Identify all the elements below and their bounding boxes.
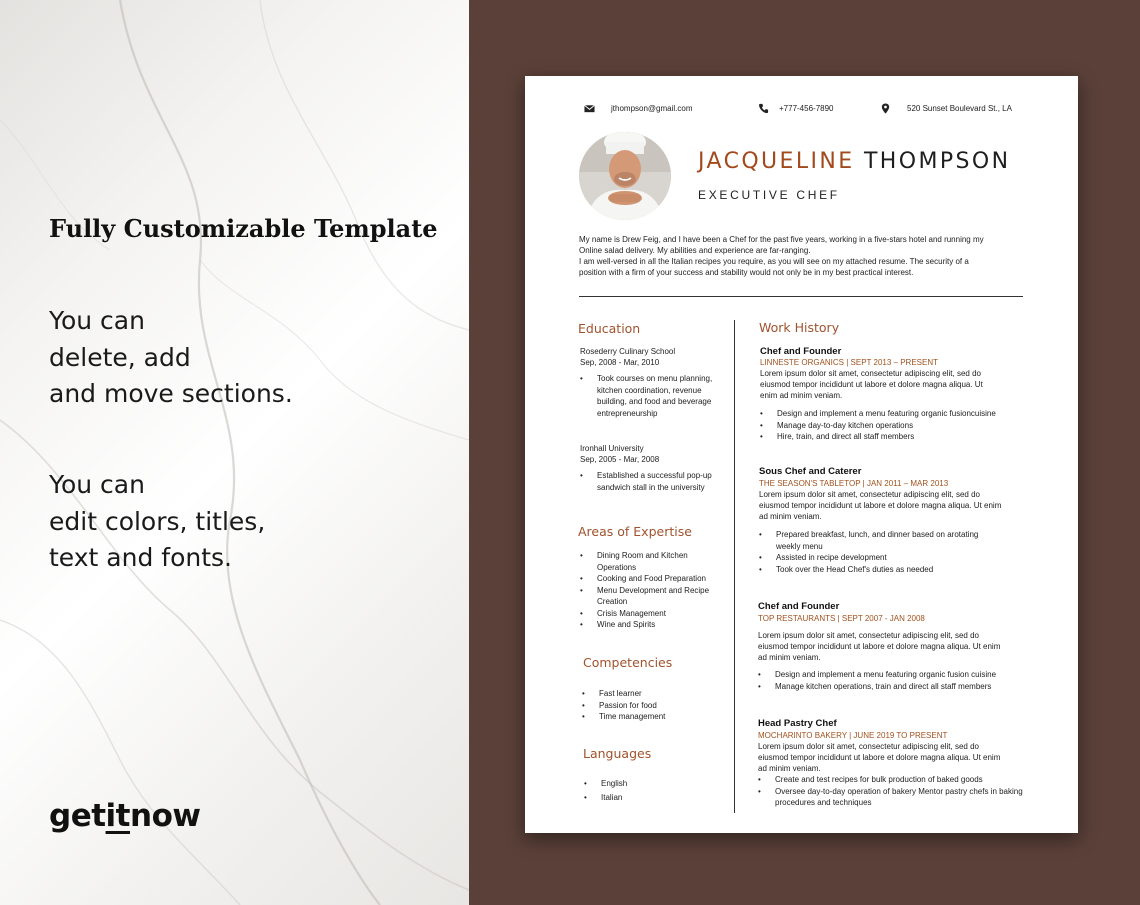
- candidate-name: [698, 149, 1010, 174]
- education-bullets: [580, 373, 720, 419]
- job-desc-line: eiusmod tempor incididunt ut labore et dolore magna aliqua. Ut enim: [758, 642, 1001, 651]
- job-description: [758, 630, 1000, 663]
- job-title: Chef and Founder: [758, 601, 840, 612]
- school-name: Rosederry Culinary School: [580, 347, 676, 356]
- promo-text-block-2: [49, 467, 265, 577]
- job-bullets: [758, 774, 1028, 809]
- summary-line: position with a firm of your success and stability would not only be in my best practical interest.: [579, 268, 914, 277]
- promo-line: edit colors, titles,: [49, 506, 266, 536]
- school-dates: Sep, 2005 - Mar, 2008: [580, 455, 660, 464]
- marble-background-panel: [0, 0, 469, 905]
- promo-text-block-1: [49, 303, 293, 413]
- competencies-list: [582, 688, 722, 723]
- work-history-heading: Work History: [759, 320, 840, 335]
- brand-logo: [49, 798, 201, 834]
- brand-part-underlined: it: [105, 798, 130, 834]
- job-desc-line: Lorem ipsum dolor sit amet, consectetur adipiscing elit, sed do: [760, 369, 981, 378]
- promo-title: Fully Customizable Template: [49, 214, 438, 243]
- location-pin-icon: [880, 103, 891, 114]
- job-bullets: [759, 529, 1004, 575]
- school-name: Ironhall University: [580, 444, 644, 453]
- job-bullet: • Create and test recipes for bulk production of baked goods: [758, 774, 1028, 786]
- job-desc-line: eiusmod tempor incididunt ut labore et dolore magna aliqua. Ut enim: [758, 753, 1001, 762]
- contact-email: [584, 103, 692, 114]
- job-title: Chef and Founder: [760, 346, 842, 357]
- job-bullet: • Oversee day-to-day operation of bakery Mentor pastry chefs in baking procedures and techniques: [758, 786, 1028, 809]
- competencies-heading: Competencies: [583, 655, 673, 670]
- languages-list: [584, 777, 704, 805]
- job-desc-line: enim ad minim veniam.: [760, 391, 843, 400]
- competency-item: • Fast learner: [582, 688, 722, 700]
- job-bullet: • Took over the Head Chef's duties as needed: [759, 564, 1004, 576]
- job-bullet: • Design and implement a menu featuring organic fusioncuisine: [760, 408, 1060, 420]
- last-name: THOMPSON: [863, 149, 1011, 174]
- job-bullets: [760, 408, 1060, 443]
- job-desc-line: eiusmod tempor incididunt ut labore et dolore magna aliqua. Ut enim: [759, 501, 1002, 510]
- job-desc-line: ad minim veniam.: [758, 764, 821, 773]
- job-desc-line: Lorem ipsum dolor sit amet, consectetur adipiscing elit, sed do: [759, 490, 980, 499]
- education-bullets: [580, 470, 715, 493]
- expertise-item: • Cooking and Food Preparation: [580, 573, 730, 585]
- job-description: [759, 489, 1001, 522]
- job-bullet: • Manage kitchen operations, train and direct all staff members: [758, 681, 1058, 693]
- expertise-item: • Menu Development and Recipe Creation: [580, 585, 725, 608]
- chef-portrait-illustration: [579, 132, 671, 220]
- summary-paragraph: [579, 234, 1024, 278]
- summary-line: My name is Drew Feig, and I have been a Chef for the past five years, working in a five-stars hotel and running my: [579, 235, 984, 244]
- competency-item: • Passion for food: [582, 700, 722, 712]
- expertise-item: • Wine and Spirits: [580, 619, 730, 631]
- job-desc-line: eiusmod tempor incididunt ut labore et dolore magna aliqua. Ut: [760, 380, 983, 389]
- education-bullet: • Took courses on menu planning, kitchen coordination, revenue building, and food and beverage entrepreneurship: [580, 373, 720, 419]
- job-title: Head Pastry Chef: [758, 718, 837, 729]
- language-item: • English: [584, 777, 704, 791]
- contact-address: [880, 103, 1012, 114]
- job-desc-line: Lorem ipsum dolor sit amet, consectetur adipiscing elit, sed do: [758, 742, 979, 751]
- promo-line: You can: [49, 306, 145, 335]
- section-divider: [579, 296, 1023, 297]
- expertise-item: • Crisis Management: [580, 608, 730, 620]
- job-desc-line: Lorem ipsum dolor sit amet, consectetur adipiscing elit, sed do: [758, 631, 979, 640]
- job-description: [760, 368, 983, 401]
- expertise-heading: Areas of Expertise: [578, 524, 692, 539]
- job-desc-line: ad minim veniam.: [758, 653, 821, 662]
- envelope-icon: [584, 103, 595, 114]
- job-bullet: • Assisted in recipe development: [759, 552, 1004, 564]
- job-bullet: • Prepared breakfast, lunch, and dinner based on arotating weekly menu: [759, 529, 1004, 552]
- job-bullet: • Manage day-to-day kitchen operations: [760, 420, 1060, 432]
- job-company: THE SEASON'S TABLETOP | JAN 2011 – MAR 2013: [759, 479, 949, 488]
- education-entry: [580, 443, 659, 465]
- languages-heading: Languages: [583, 746, 652, 761]
- brand-part: now: [130, 798, 201, 834]
- expertise-item: • Dining Room and Kitchen Operations: [580, 550, 695, 573]
- competency-item: • Time management: [582, 711, 722, 723]
- education-entry: [580, 346, 675, 368]
- job-company: MOCHARINTO BAKERY | JUNE 2019 TO PRESENT: [758, 731, 948, 740]
- job-company: TOP RESTAURANTS | SEPT 2007 - JAN 2008: [758, 614, 925, 623]
- promo-line: and move sections.: [49, 379, 293, 408]
- summary-line: I am well-versed in all the Italian recipes you require, as you will see on my attached resume. The security of a: [579, 257, 969, 266]
- job-title: EXECUTIVE CHEF: [698, 188, 840, 202]
- promo-line: text and fonts.: [49, 543, 232, 572]
- job-description: [758, 741, 1000, 774]
- job-company: LINNESTE ORGANICS | SEPT 2013 – PRESENT: [760, 358, 938, 367]
- resume-page: [525, 76, 1078, 833]
- contact-address-text: 520 Sunset Boulevard St., LA: [907, 104, 1012, 113]
- education-heading: Education: [578, 321, 641, 336]
- job-bullet: • Hire, train, and direct all staff members: [760, 431, 1060, 443]
- promo-line: delete, add: [49, 342, 191, 372]
- brand-part: get: [49, 798, 106, 834]
- contact-phone-text: +777-456-7890: [779, 104, 834, 113]
- expertise-list: [580, 550, 730, 631]
- job-title: Sous Chef and Caterer: [759, 466, 862, 477]
- profile-photo: [579, 132, 671, 220]
- summary-line: Online salad delivery. My abilities and experience are far-ranging.: [579, 246, 811, 255]
- first-name: JACQUELINE: [698, 149, 855, 174]
- contact-email-text: jthompson@gmail.com: [611, 104, 693, 113]
- job-bullets: [758, 669, 1058, 692]
- column-divider: [734, 320, 735, 813]
- marble-veins: [0, 0, 469, 905]
- phone-icon: [758, 103, 769, 114]
- promo-line: You can: [49, 470, 145, 499]
- language-item: • Italian: [584, 791, 704, 805]
- education-bullet: • Established a successful pop-up sandwich stall in the university: [580, 470, 715, 493]
- contact-phone: [758, 103, 834, 114]
- job-desc-line: ad minim veniam.: [759, 512, 822, 521]
- job-bullet: • Design and implement a menu featuring organic fusion cuisine: [758, 669, 1058, 681]
- school-dates: Sep, 2008 - Mar, 2010: [580, 358, 660, 367]
